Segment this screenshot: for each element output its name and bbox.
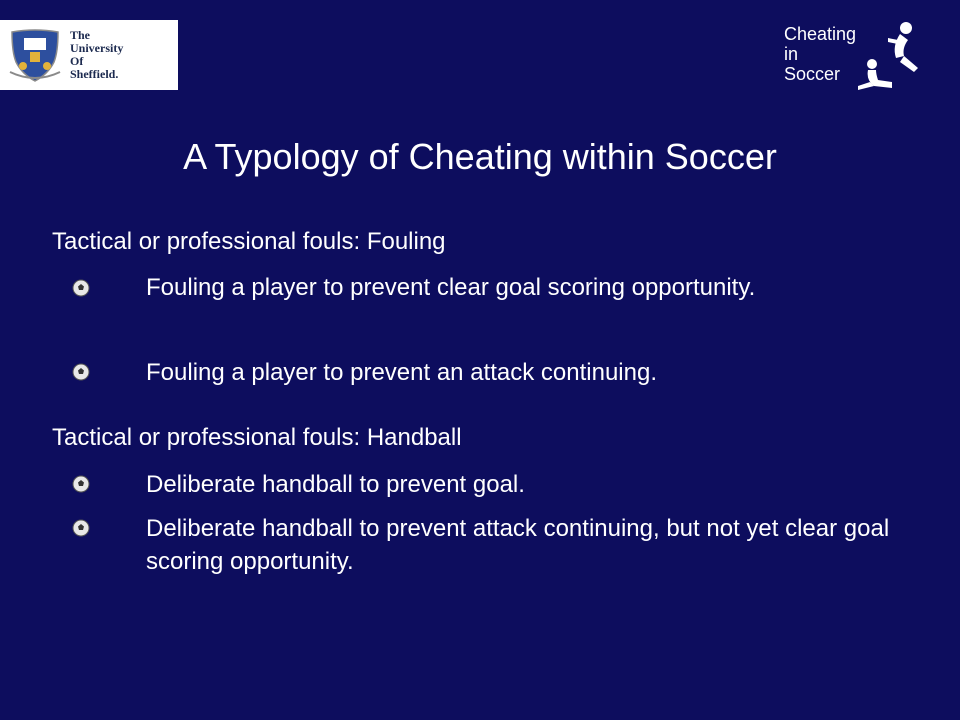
soccer-ball-icon [72,519,90,537]
bullet-item: Fouling a player to prevent clear goal scoring opportunity. [146,274,756,301]
section-heading-fouling: Tactical or professional fouls: Fouling [52,228,446,255]
university-crest-icon [8,26,62,84]
player-figures-icon [852,18,928,92]
bullet-item: Deliberate handball to prevent goal. [146,471,525,498]
university-logo [0,20,178,90]
soccer-ball-icon [72,475,90,493]
section-heading-handball: Tactical or professional fouls: Handball [52,424,462,451]
brand-text: Cheating in Soccer [784,24,857,84]
soccer-ball-icon [72,279,90,297]
slide-title: A Typology of Cheating within Soccer [183,136,777,177]
bullet-item: Deliberate handball to prevent attack continuing, but not yet clear goal scoring opportunity. [146,515,890,575]
bullet-item: Fouling a player to prevent an attack continuing. [146,359,657,386]
university-name: The University Of Sheffield. [70,28,124,81]
soccer-ball-icon [72,363,90,381]
